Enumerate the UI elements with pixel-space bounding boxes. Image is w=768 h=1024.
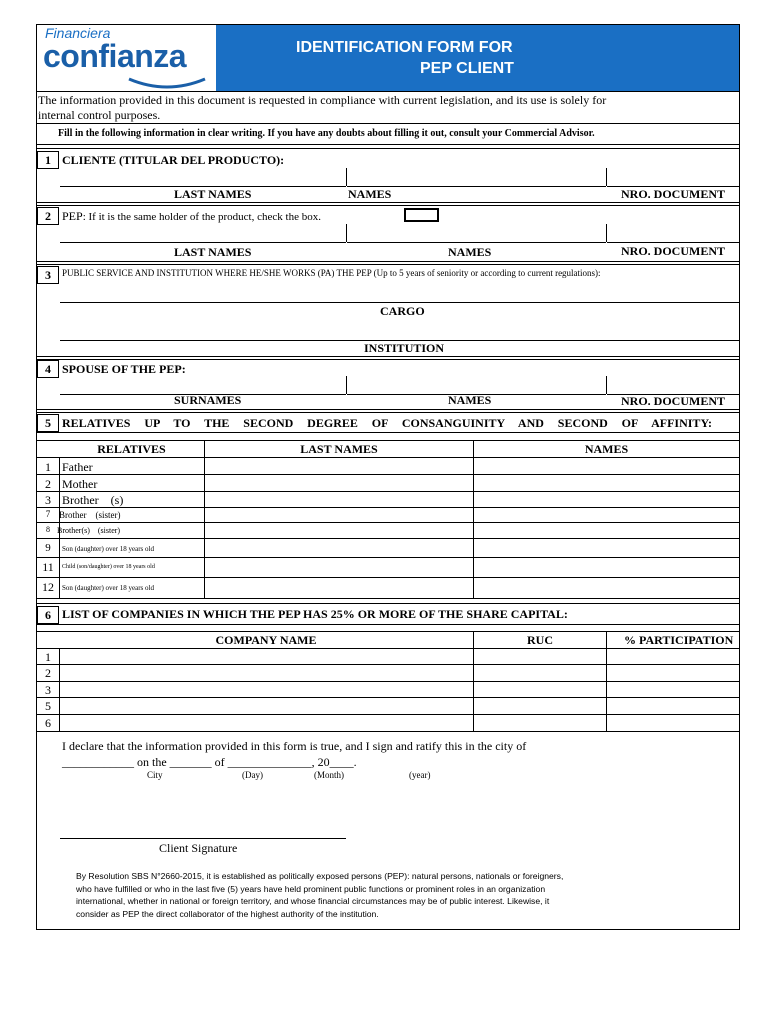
intro-line2: internal control purposes.: [38, 108, 161, 122]
logo: [37, 25, 216, 91]
section2-names-label: NAMES: [448, 245, 492, 259]
company-row-number: 3: [45, 683, 51, 697]
rel-row-label: Father: [62, 460, 93, 474]
section2-prefix: PEP: [62, 209, 83, 223]
section1-doc-label: NRO. DOCUMENT: [621, 187, 725, 201]
company-row-number: 1: [45, 650, 51, 664]
footnote-line3: international, whether in national or foreign territory, and whose financial circumstances may be of public interest. Likewise, it: [76, 896, 550, 906]
spouse-document-field[interactable]: [607, 376, 739, 395]
rel-row-label: Son (daughter) over 18 years old: [62, 545, 154, 553]
rel-row-number: 2: [45, 477, 51, 491]
section2-text: [62, 209, 321, 224]
company-header-ruc: RUC: [527, 633, 553, 647]
cargo-field[interactable]: [60, 284, 739, 303]
section4-number: 4: [37, 360, 59, 378]
footnote-line2: who have fulfilled or who in the last five (5) years have held prominent public functions or prominent roles in an organization: [76, 883, 546, 894]
company-header-participation: % PARTICIPATION: [624, 633, 734, 647]
section4-surnames-label: SURNAMES: [174, 393, 242, 407]
logo-big-text: confianza: [43, 38, 187, 74]
intro-line1: The information provided in this document is requested in compliance with current legislation, and its use is solely for: [38, 93, 607, 107]
pep-document-field[interactable]: [607, 224, 739, 243]
cargo-label: CARGO: [380, 304, 425, 318]
rel-row-label: Brother (sister): [59, 510, 121, 520]
rel-row-label: Brother (s): [62, 493, 124, 507]
rel-row-number: 1: [45, 460, 51, 474]
form-title-line2: PEP CLIENT: [420, 60, 514, 77]
instruction-text: Fill in the following information in clear writing. If you have any doubts about filling it out, consult your Commercial Advisor.: [58, 128, 595, 139]
pep-names-field[interactable]: [347, 224, 606, 243]
rel-row-number: 11: [42, 560, 54, 574]
footnote-line4: consider as PEP the direct collaborator of the highest authority of the institution.: [76, 908, 379, 919]
section2-doc-label: NRO. DOCUMENT: [621, 244, 725, 258]
rel-header-names: NAMES: [584, 442, 629, 456]
section4-names-label: NAMES: [448, 393, 492, 407]
institution-label: INSTITUTION: [364, 341, 445, 355]
day-label: (Day): [242, 770, 263, 780]
year-label: (year): [409, 770, 431, 780]
section6-title: LIST OF COMPANIES IN WHICH THE PEP HAS 25% OR MORE OF THE SHARE CAPITAL:: [62, 607, 568, 621]
section3-title: PUBLIC SERVICE AND INSTITUTION WHERE HE/SHE WORKS (PA) THE PEP (Up to 5 years of seniority or according to current regulations):: [62, 268, 601, 278]
signature-label: Client Signature: [159, 841, 238, 855]
section5-title: RELATIVES UP TO THE SECOND DEGREE OF CONSANGUINITY AND SECOND OF AFFINITY:: [62, 416, 712, 430]
client-document-field[interactable]: [607, 168, 739, 187]
rel-row-number: 12: [42, 580, 54, 594]
form-title-line1: IDENTIFICATION FORM FOR: [296, 39, 513, 56]
section1-lastnames-label: LAST NAMES: [174, 187, 252, 201]
logo-swoosh-icon: [127, 77, 207, 91]
company-row-number: 5: [45, 699, 51, 713]
city-label: City: [147, 770, 163, 780]
section4-title: SPOUSE OF THE PEP:: [62, 362, 186, 376]
company-row-number: 6: [45, 716, 51, 730]
pep-lastname-field[interactable]: [60, 224, 346, 243]
section3-number: 3: [37, 266, 59, 284]
header-banner: [216, 25, 739, 91]
rel-row-label: Mother: [62, 477, 98, 491]
section2-number: 2: [37, 207, 59, 225]
rel-row-label: Brother(s) (sister): [57, 526, 121, 535]
institution-field[interactable]: [60, 322, 739, 341]
rel-row-number: 7: [45, 509, 51, 519]
section2-text-body: : If it is the same holder of the product, check the box.: [82, 211, 321, 223]
rel-row-number: 8: [46, 525, 50, 534]
signature-field[interactable]: [60, 812, 346, 839]
section1-title: CLIENTE (TITULAR DEL PRODUCTO):: [62, 153, 285, 167]
section6-number: 6: [37, 606, 59, 624]
section5-number: 5: [37, 414, 59, 432]
same-holder-checkbox[interactable]: [404, 208, 439, 222]
client-names-field[interactable]: [347, 168, 606, 187]
company-row-number: 2: [45, 666, 51, 680]
month-label: (Month): [314, 770, 344, 780]
declaration-line1: I declare that the information provided in this form is true, and I sign and ratify this in the city of: [62, 739, 527, 753]
declaration-line2[interactable]: ____________ on the _______ of ______________, 20____.: [62, 755, 357, 769]
footnote: [76, 870, 563, 920]
client-lastname-field[interactable]: [60, 168, 346, 187]
rel-header-lastnames: LAST NAMES: [300, 442, 378, 456]
section1-names-label: NAMES: [348, 187, 392, 201]
rel-header-relatives: RELATIVES: [97, 442, 166, 456]
relatives-table: [37, 441, 739, 598]
company-header-name: COMPANY NAME: [215, 633, 317, 647]
footnote-line1: By Resolution SBS N°2660-2015, it is established as politically exposed persons (PEP): natural persons, nationals or foreigners,: [76, 871, 564, 881]
rel-row-number: 9: [45, 542, 51, 554]
section4-doc-label: NRO. DOCUMENT: [621, 394, 725, 408]
section2-lastnames-label: LAST NAMES: [174, 245, 252, 259]
rel-row-label: Son (daughter) over 18 years old: [62, 584, 154, 592]
rel-row-label: Child (son/daughter) over 18 years old: [62, 564, 155, 570]
section1-number: 1: [37, 151, 59, 169]
rel-row-number: 3: [45, 493, 51, 507]
logo-small-text: Financiera: [45, 25, 111, 41]
